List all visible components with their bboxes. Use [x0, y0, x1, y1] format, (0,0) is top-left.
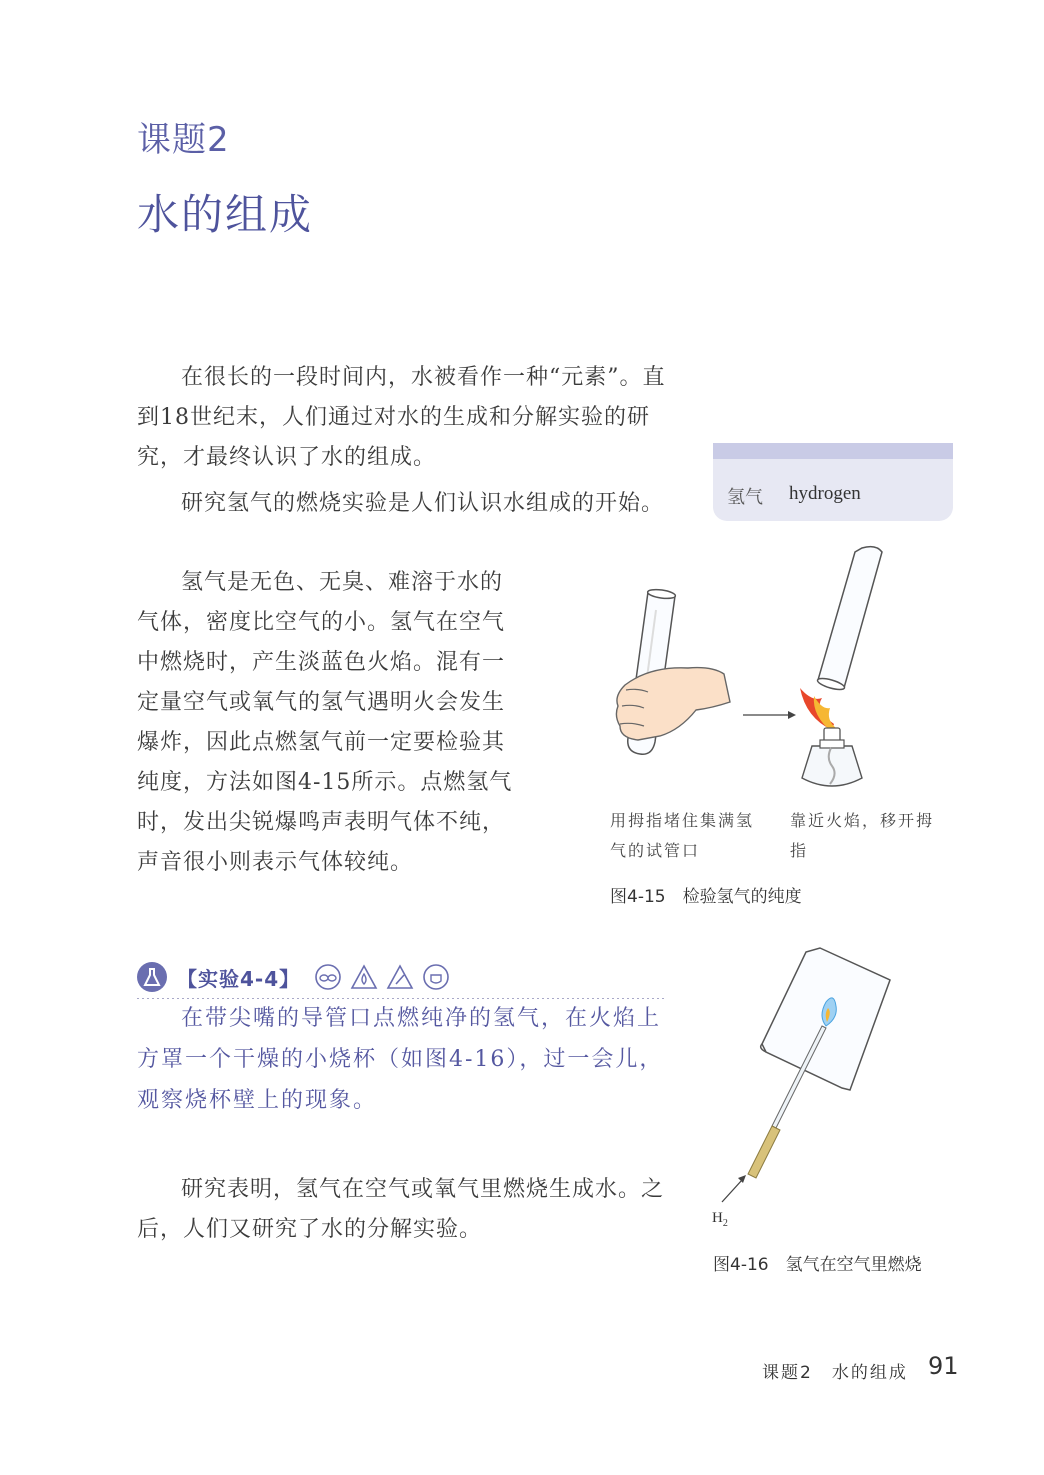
experiment-heading	[137, 960, 450, 994]
figure-4-16-illustration	[700, 940, 950, 1210]
lesson-number: 课题2	[137, 120, 230, 160]
figure-4-16-caption: 图4-16 氢气在空气里燃烧	[713, 1255, 922, 1275]
flame-warning-icon	[350, 963, 378, 991]
paragraph-1: 在很长的一段时间内，水被看作一种“元素”。直到18世纪末，人们通过对水的生成和分解实验的研究，才最终认识了水的组成。	[137, 365, 666, 470]
figure-4-15-caption-right: 靠近火焰，移开拇指	[790, 811, 935, 860]
flame-icon	[800, 688, 836, 732]
hand-wash-icon	[422, 963, 450, 991]
page-number: 91	[928, 1352, 959, 1380]
lesson-title: 水的组成	[137, 190, 314, 239]
heat-warning-icon	[386, 963, 414, 991]
paragraph-2: 研究氢气的燃烧实验是人们认识水组成的开始。	[181, 491, 665, 516]
goggles-icon	[314, 963, 342, 991]
hand-icon	[616, 668, 730, 740]
test-tube-right	[816, 547, 882, 692]
vocab-term-en: hydrogen	[789, 483, 861, 504]
vocab-term-zh: 氢气	[727, 487, 763, 508]
figure-4-15-illustration	[600, 540, 960, 800]
paragraph-4: 研究表明，氢气在空气或氧气里燃烧生成水。之后，人们又研究了水的分解实验。	[137, 1177, 665, 1242]
experiment-text: 在带尖嘴的导管口点燃纯净的氢气，在火焰上方罩一个干燥的小烧杯（如图4-16），过一会儿，观察烧杯壁上的现象。	[137, 998, 667, 1121]
flask-icon	[137, 962, 167, 992]
vocab-box	[713, 443, 953, 521]
safety-icons	[314, 963, 450, 991]
hydrogen-label: $H_2$	[712, 1210, 728, 1229]
arrow-icon	[743, 711, 796, 719]
figure-4-15-caption-left: 用拇指堵住集满氢气的试管口	[610, 811, 755, 860]
running-head: 课题2 水的组成	[762, 1363, 908, 1383]
figure-4-15-caption: 图4-15 检验氢气的纯度	[610, 887, 802, 907]
experiment-title: 【实验4-4】	[177, 966, 301, 991]
vocab-header-bar	[713, 443, 953, 459]
rubber-tube	[748, 1126, 780, 1178]
paragraph-3: 氢气是无色、无臭、难溶于水的气体，密度比空气的小。氢气在空气中燃烧时，产生淡蓝色火焰。混有一定量空气或氧气的氢气遇明火会发生爆炸，因此点燃氢气前一定要检验其纯度，方法如图4-15所示。点燃氢气时，发出尖锐爆鸣声表明气体不纯，声音很小则表示气体较纯。	[137, 570, 513, 875]
arrow-icon	[722, 1175, 746, 1202]
alcohol-lamp	[802, 728, 862, 786]
